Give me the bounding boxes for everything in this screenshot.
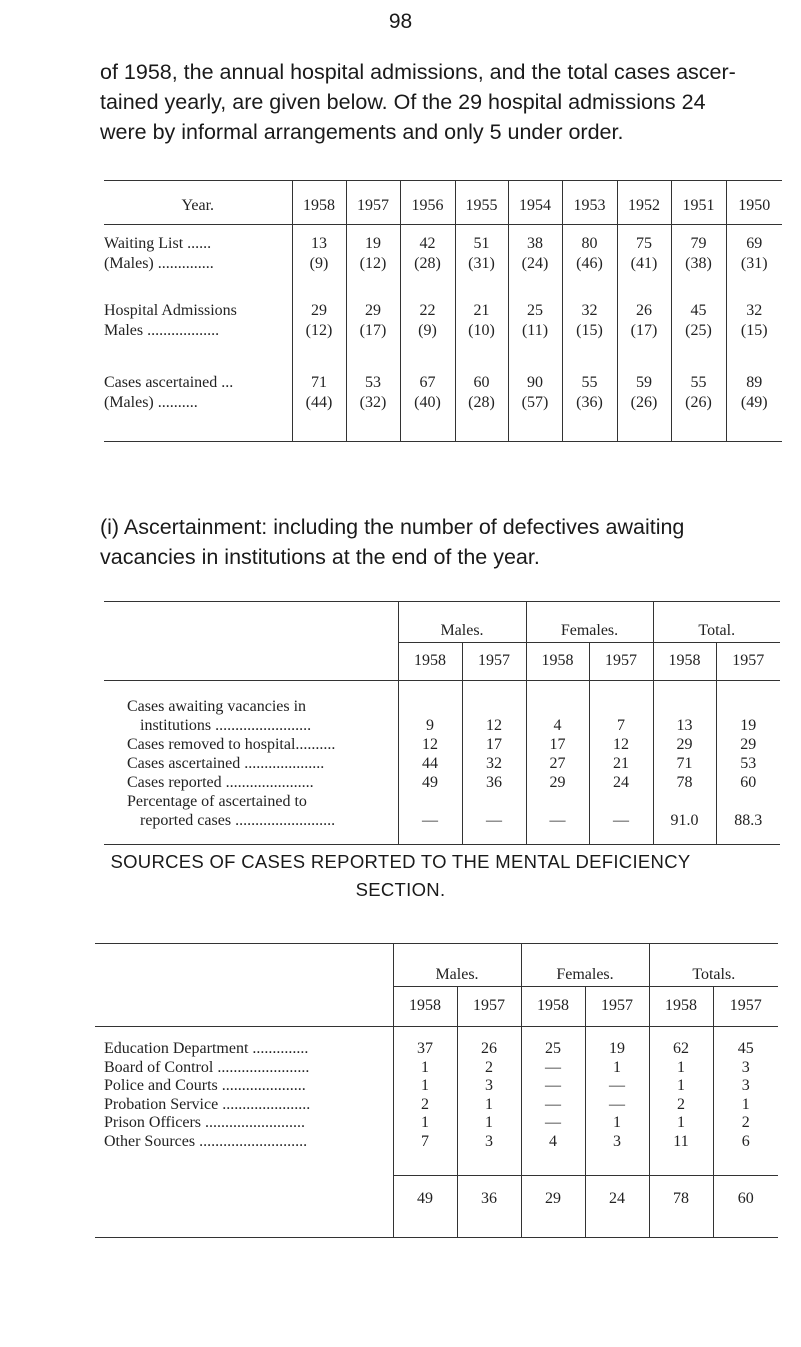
value-cell: 1 bbox=[393, 1077, 457, 1096]
males-cell: (28) bbox=[414, 255, 441, 272]
males-cell: (17) bbox=[359, 321, 387, 339]
value-cell: 1 bbox=[713, 1096, 778, 1115]
males-cell: (46) bbox=[576, 255, 603, 272]
value-cell: 1 bbox=[649, 1059, 713, 1078]
year-header: 1957 bbox=[716, 643, 780, 681]
year-header: 1956 bbox=[400, 181, 455, 225]
value-cell: 91.0 bbox=[653, 792, 716, 845]
males-cell: (15) bbox=[740, 321, 768, 339]
value-cell: 80 bbox=[581, 235, 598, 252]
value-cell: 12 bbox=[398, 735, 462, 754]
year-header: 1958 bbox=[292, 181, 346, 225]
row-label: Probation Service ...................... bbox=[104, 1095, 311, 1113]
heading-line: SOURCES OF CASES REPORTED TO THE MENTAL DEFICIENCY bbox=[110, 851, 691, 872]
males-cell: (31) bbox=[740, 255, 768, 272]
value-cell: — bbox=[462, 792, 526, 845]
value-cell: 3 bbox=[713, 1077, 778, 1096]
males-cell: (10) bbox=[468, 321, 495, 339]
table-row bbox=[95, 1133, 778, 1176]
row-sublabel: (Males) .......... bbox=[104, 393, 198, 411]
males-cell: (32) bbox=[359, 393, 387, 411]
males-cell: (57) bbox=[521, 393, 549, 411]
table-row bbox=[104, 735, 780, 754]
value-cell: 19 bbox=[365, 235, 381, 252]
value-cell: 69 bbox=[746, 235, 763, 252]
year-header: 1958 bbox=[653, 643, 716, 681]
table-row bbox=[104, 773, 780, 792]
page-number: 98 bbox=[388, 10, 413, 33]
year-label: Year. bbox=[181, 197, 215, 214]
males-cell: (41) bbox=[630, 255, 658, 272]
group-header: Females. bbox=[521, 944, 649, 987]
year-header: 1958 bbox=[649, 987, 713, 1027]
value-cell: 71 bbox=[653, 754, 716, 773]
value-cell: — bbox=[585, 1077, 649, 1096]
row-label: Other Sources ........................... bbox=[104, 1132, 308, 1150]
value-cell: 1 bbox=[393, 1114, 457, 1133]
males-cell: (15) bbox=[576, 321, 603, 339]
value-cell: 25 bbox=[521, 1027, 585, 1059]
year-header: 1957 bbox=[457, 987, 521, 1027]
table-row bbox=[95, 1077, 778, 1096]
value-cell: 11 bbox=[649, 1133, 713, 1176]
row-label: Waiting List ...... bbox=[104, 235, 212, 252]
males-cell: (49) bbox=[740, 393, 768, 411]
row-label: Cases ascertained ... bbox=[104, 373, 234, 391]
group-header: Males. bbox=[398, 602, 526, 643]
value-cell: 3 bbox=[457, 1133, 521, 1176]
section-heading bbox=[0, 848, 801, 904]
males-cell: (12) bbox=[305, 321, 333, 339]
year-header: 1957 bbox=[346, 181, 400, 225]
row-label: Prison Officers ......................... bbox=[104, 1114, 306, 1131]
males-cell: (25) bbox=[685, 321, 712, 339]
value-cell: 6 bbox=[713, 1133, 778, 1176]
year-header: 1950 bbox=[726, 181, 782, 225]
group-header-row bbox=[104, 602, 780, 643]
value-cell: 9 bbox=[398, 681, 462, 736]
total-cell: 78 bbox=[649, 1175, 713, 1237]
value-cell: 37 bbox=[393, 1027, 457, 1059]
value-cell: 1 bbox=[457, 1114, 521, 1133]
value-cell: 24 bbox=[589, 773, 653, 792]
row-label: Percentage of ascertained to bbox=[127, 793, 307, 810]
note-line: (i) Ascertainment: including the number of defectives awaiting bbox=[100, 515, 685, 539]
table-row bbox=[104, 792, 780, 845]
row-sublabel: reported cases ......................... bbox=[140, 812, 336, 829]
value-cell: 21 bbox=[589, 754, 653, 773]
value-cell: 17 bbox=[526, 735, 589, 754]
intro-paragraph bbox=[100, 57, 790, 147]
row-label: Education Department .............. bbox=[104, 1040, 309, 1057]
value-cell: 32 bbox=[746, 301, 763, 319]
value-cell: 67 bbox=[419, 373, 436, 391]
value-cell: 19 bbox=[716, 681, 780, 736]
value-cell: 29 bbox=[526, 773, 589, 792]
value-cell: — bbox=[521, 1096, 585, 1115]
value-cell: 4 bbox=[521, 1133, 585, 1176]
year-header: 1957 bbox=[462, 643, 526, 681]
value-cell: 53 bbox=[716, 754, 780, 773]
value-cell: 19 bbox=[585, 1027, 649, 1059]
value-cell: 53 bbox=[365, 373, 381, 391]
males-cell: (12) bbox=[359, 255, 387, 272]
value-cell: — bbox=[526, 792, 589, 845]
value-cell: — bbox=[521, 1077, 585, 1096]
value-cell: 42 bbox=[419, 235, 436, 252]
value-cell: 2 bbox=[649, 1096, 713, 1115]
table-row bbox=[104, 297, 782, 369]
heading-line: SECTION. bbox=[355, 879, 446, 900]
year-header: 1954 bbox=[508, 181, 562, 225]
value-cell: 88.3 bbox=[716, 792, 780, 845]
year-header: 1958 bbox=[393, 987, 457, 1027]
admissions-header-row bbox=[104, 181, 782, 225]
value-cell: 13 bbox=[653, 681, 716, 736]
value-cell: 3 bbox=[457, 1077, 521, 1096]
year-header: 1958 bbox=[398, 643, 462, 681]
note-paragraph bbox=[100, 512, 790, 572]
year-header: 1952 bbox=[617, 181, 671, 225]
totals-row bbox=[95, 1175, 778, 1237]
row-label: Police and Courts ..................... bbox=[104, 1077, 306, 1094]
row-label: Cases reported ...................... bbox=[127, 774, 314, 791]
value-cell: 49 bbox=[398, 773, 462, 792]
value-cell: 25 bbox=[527, 301, 543, 319]
row-label: Cases awaiting vacancies in bbox=[127, 698, 307, 715]
value-cell: 62 bbox=[649, 1027, 713, 1059]
year-header: 1957 bbox=[585, 987, 649, 1027]
value-cell: 1 bbox=[393, 1059, 457, 1078]
value-cell: 44 bbox=[398, 754, 462, 773]
group-header: Females. bbox=[526, 602, 653, 643]
value-cell: 27 bbox=[526, 754, 589, 773]
value-cell: 60 bbox=[716, 773, 780, 792]
value-cell: 12 bbox=[589, 735, 653, 754]
value-cell: 89 bbox=[746, 373, 763, 391]
males-cell: (11) bbox=[521, 321, 549, 339]
total-cell: 49 bbox=[393, 1175, 457, 1237]
table-row bbox=[104, 681, 780, 736]
males-cell: (26) bbox=[630, 393, 658, 411]
value-cell: 7 bbox=[589, 681, 653, 736]
value-cell: 29 bbox=[716, 735, 780, 754]
value-cell: 21 bbox=[473, 301, 490, 319]
table-row bbox=[95, 1096, 778, 1115]
males-cell: (24) bbox=[521, 255, 549, 272]
value-cell: 22 bbox=[419, 301, 436, 319]
row-label: Cases ascertained .................... bbox=[127, 755, 325, 772]
table-row bbox=[104, 754, 780, 773]
row-label: Hospital Admissions bbox=[104, 301, 237, 319]
row-label: Cases removed to hospital.......... bbox=[127, 736, 336, 753]
note-line: vacancies in institutions at the end of the year. bbox=[100, 545, 540, 569]
value-cell: 55 bbox=[690, 373, 707, 391]
value-cell: 79 bbox=[690, 235, 707, 252]
row-label: Board of Control ....................... bbox=[104, 1058, 310, 1076]
males-cell: (44) bbox=[305, 393, 333, 411]
value-cell: 26 bbox=[457, 1027, 521, 1059]
value-cell: 17 bbox=[462, 735, 526, 754]
value-cell: 2 bbox=[393, 1096, 457, 1115]
year-header: 1953 bbox=[562, 181, 617, 225]
value-cell: 32 bbox=[462, 754, 526, 773]
group-header: Totals. bbox=[649, 944, 778, 987]
year-header: 1955 bbox=[455, 181, 508, 225]
total-cell: 36 bbox=[457, 1175, 521, 1237]
total-cell: 60 bbox=[713, 1175, 778, 1237]
value-cell: 78 bbox=[653, 773, 716, 792]
males-cell: (38) bbox=[685, 255, 712, 272]
admissions-table bbox=[104, 180, 782, 442]
males-cell: (28) bbox=[468, 393, 495, 411]
value-cell: 29 bbox=[653, 735, 716, 754]
value-cell: 38 bbox=[527, 235, 543, 252]
year-header: 1951 bbox=[671, 181, 726, 225]
value-cell: 4 bbox=[526, 681, 589, 736]
year-header: 1958 bbox=[526, 643, 589, 681]
males-cell: (9) bbox=[309, 255, 329, 272]
males-cell: (9) bbox=[418, 321, 437, 339]
value-cell: 1 bbox=[585, 1059, 649, 1078]
value-cell: 90 bbox=[527, 373, 543, 391]
value-cell: 2 bbox=[457, 1059, 521, 1078]
males-cell: (36) bbox=[576, 393, 603, 411]
value-cell: 1 bbox=[457, 1096, 521, 1115]
group-header-row bbox=[95, 944, 778, 987]
row-sublabel: institutions ........................ bbox=[140, 717, 312, 734]
value-cell: 13 bbox=[311, 235, 327, 252]
value-cell: — bbox=[585, 1096, 649, 1115]
value-cell: 36 bbox=[462, 773, 526, 792]
table-row bbox=[95, 1027, 778, 1059]
value-cell: 29 bbox=[365, 301, 381, 319]
value-cell: 60 bbox=[473, 373, 490, 391]
group-header: Total. bbox=[653, 602, 780, 643]
value-cell: 26 bbox=[636, 301, 652, 319]
intro-line: were by informal arrangements and only 5 under order. bbox=[100, 120, 624, 144]
value-cell: 55 bbox=[581, 373, 598, 391]
value-cell: 75 bbox=[636, 235, 652, 252]
value-cell: 3 bbox=[713, 1059, 778, 1078]
value-cell: 32 bbox=[581, 301, 598, 319]
sources-table bbox=[95, 943, 778, 1238]
table-row bbox=[95, 1059, 778, 1078]
value-cell: — bbox=[589, 792, 653, 845]
table-row bbox=[104, 369, 782, 442]
ascertainment-table bbox=[104, 601, 780, 845]
year-header: 1957 bbox=[713, 987, 778, 1027]
intro-line: of 1958, the annual hospital admissions, and the total cases ascer- bbox=[100, 60, 736, 84]
value-cell: 3 bbox=[585, 1133, 649, 1176]
value-cell: 2 bbox=[713, 1114, 778, 1133]
value-cell: 1 bbox=[649, 1077, 713, 1096]
value-cell: 12 bbox=[462, 681, 526, 736]
year-header: 1957 bbox=[589, 643, 653, 681]
value-cell: — bbox=[521, 1059, 585, 1078]
group-header: Males. bbox=[393, 944, 521, 987]
males-cell: (40) bbox=[414, 393, 441, 411]
table-row bbox=[95, 1114, 778, 1133]
value-cell: 59 bbox=[636, 373, 652, 391]
row-sublabel: (Males) .............. bbox=[104, 255, 214, 272]
value-cell: 45 bbox=[690, 301, 707, 319]
row-sublabel: Males .................. bbox=[104, 321, 220, 339]
value-cell: 1 bbox=[585, 1114, 649, 1133]
value-cell: 7 bbox=[393, 1133, 457, 1176]
value-cell: — bbox=[521, 1114, 585, 1133]
table-row bbox=[104, 225, 782, 297]
value-cell: 29 bbox=[311, 301, 327, 319]
value-cell: 1 bbox=[649, 1114, 713, 1133]
males-cell: (31) bbox=[468, 255, 495, 272]
males-cell: (26) bbox=[685, 393, 712, 411]
value-cell: — bbox=[398, 792, 462, 845]
value-cell: 51 bbox=[473, 235, 490, 252]
total-cell: 24 bbox=[585, 1175, 649, 1237]
intro-line: tained yearly, are given below. Of the 29 hospital admissions 24 bbox=[100, 90, 706, 114]
year-header: 1958 bbox=[521, 987, 585, 1027]
total-cell: 29 bbox=[521, 1175, 585, 1237]
value-cell: 45 bbox=[713, 1027, 778, 1059]
value-cell: 71 bbox=[311, 373, 327, 391]
males-cell: (17) bbox=[630, 321, 658, 339]
